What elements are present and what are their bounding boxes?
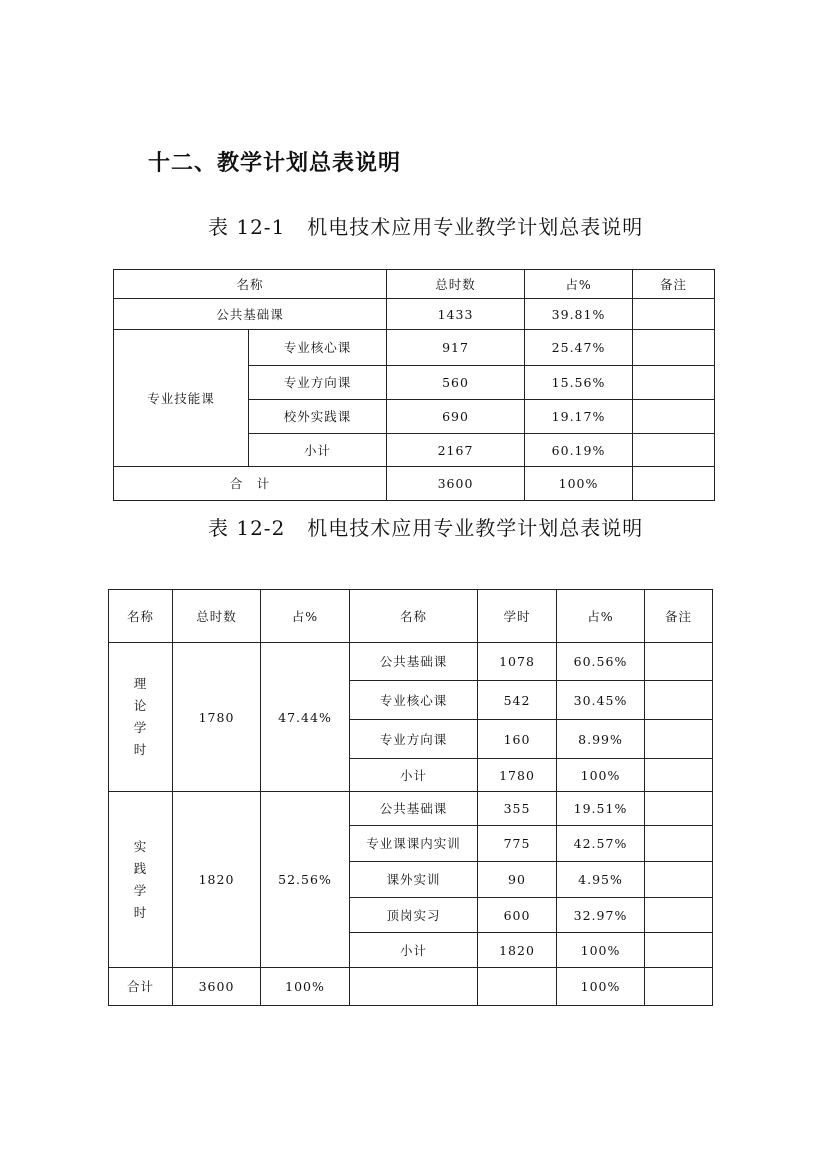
row-hours: 1820 — [478, 933, 557, 968]
total-note — [645, 968, 713, 1006]
table2-header-hours: 学时 — [478, 590, 557, 643]
row-note — [645, 898, 713, 933]
table2-header-row — [109, 590, 713, 643]
practice-total-hours: 1820 — [173, 792, 261, 968]
row-pct: 60.56% — [557, 643, 645, 681]
row-note — [633, 330, 715, 366]
table2-header-pct: 占% — [261, 590, 350, 643]
theory-total-hours: 1780 — [173, 643, 261, 792]
total-course-hours — [478, 968, 557, 1006]
row-note — [645, 826, 713, 862]
row-hours: 560 — [387, 366, 525, 400]
table-row — [114, 299, 715, 330]
row-name: 课外实训 — [350, 862, 478, 898]
row-name: 专业核心课 — [249, 330, 387, 366]
row-pct: 100% — [557, 759, 645, 792]
row-note — [645, 933, 713, 968]
row-pct: 15.56% — [525, 366, 633, 400]
row-hours: 1078 — [478, 643, 557, 681]
group-label: 专业技能课 — [114, 330, 249, 467]
practice-label — [109, 792, 173, 968]
row-name: 公共基础课 — [114, 299, 387, 330]
row-hours: 1433 — [387, 299, 525, 330]
row-hours: 690 — [387, 400, 525, 434]
table1-header-pct: 占% — [525, 270, 633, 299]
row-name: 公共基础课 — [350, 643, 478, 681]
row-name: 校外实践课 — [249, 400, 387, 434]
table2-header-note: 备注 — [645, 590, 713, 643]
total-hours: 3600 — [173, 968, 261, 1006]
row-note — [645, 681, 713, 720]
total-row-pct: 100% — [557, 968, 645, 1006]
row-note — [645, 643, 713, 681]
row-pct: 8.99% — [557, 720, 645, 759]
row-hours: 542 — [478, 681, 557, 720]
section-heading: 十二、教学计划总表说明 — [148, 151, 402, 176]
row-note — [645, 792, 713, 826]
table-row — [109, 643, 713, 681]
table2-caption — [208, 512, 643, 541]
row-hours: 90 — [478, 862, 557, 898]
row-hours: 600 — [478, 898, 557, 933]
row-name: 专业方向课 — [249, 366, 387, 400]
theory-label-text: 理论学时 — [133, 676, 148, 757]
row-name: 顶岗实习 — [350, 898, 478, 933]
practice-label-text: 实践学时 — [133, 838, 148, 920]
row-pct: 32.97% — [557, 898, 645, 933]
row-hours: 775 — [478, 826, 557, 862]
row-note — [645, 862, 713, 898]
row-hours: 2167 — [387, 434, 525, 467]
row-hours: 160 — [478, 720, 557, 759]
row-name: 小计 — [350, 759, 478, 792]
row-hours: 1780 — [478, 759, 557, 792]
table1 — [113, 269, 715, 501]
row-name: 小计 — [350, 933, 478, 968]
total-pct: 100% — [261, 968, 350, 1006]
row-pct: 100% — [525, 467, 633, 501]
table2-caption-number: 表 12-2 — [208, 516, 286, 540]
row-pct: 30.45% — [557, 681, 645, 720]
row-note — [633, 400, 715, 434]
row-name: 专业课课内实训 — [350, 826, 478, 862]
row-hours: 355 — [478, 792, 557, 826]
table-row — [114, 330, 715, 366]
table1-caption-text: 机电技术应用专业教学计划总表说明 — [307, 215, 644, 239]
table1-header-name: 名称 — [114, 270, 387, 299]
row-name: 专业方向课 — [350, 720, 478, 759]
row-pct: 4.95% — [557, 862, 645, 898]
row-name: 小计 — [249, 434, 387, 467]
row-pct: 19.51% — [557, 792, 645, 826]
table2-caption-text: 机电技术应用专业教学计划总表说明 — [307, 516, 644, 540]
row-pct: 39.81% — [525, 299, 633, 330]
row-hours: 3600 — [387, 467, 525, 501]
row-name: 专业核心课 — [350, 681, 478, 720]
table1-header-note: 备注 — [633, 270, 715, 299]
row-pct: 19.17% — [525, 400, 633, 434]
row-pct: 100% — [557, 933, 645, 968]
table2 — [108, 589, 713, 1006]
row-note — [633, 467, 715, 501]
total-course-name — [350, 968, 478, 1006]
table-row — [109, 792, 713, 826]
table2-header-row-pct: 占% — [557, 590, 645, 643]
row-name: 公共基础课 — [350, 792, 478, 826]
total-label: 合计 — [109, 968, 173, 1006]
row-note — [633, 366, 715, 400]
row-note — [633, 434, 715, 467]
row-name: 合 计 — [114, 467, 387, 501]
table1-header-hours: 总时数 — [387, 270, 525, 299]
practice-pct: 52.56% — [261, 792, 350, 968]
table-row-total — [114, 467, 715, 501]
row-pct: 42.57% — [557, 826, 645, 862]
table2-header-name: 名称 — [109, 590, 173, 643]
row-hours: 917 — [387, 330, 525, 366]
row-note — [633, 299, 715, 330]
table1-header-row — [114, 270, 715, 299]
table2-header-course-name: 名称 — [350, 590, 478, 643]
row-pct: 60.19% — [525, 434, 633, 467]
row-note — [645, 720, 713, 759]
row-pct: 25.47% — [525, 330, 633, 366]
theory-pct: 47.44% — [261, 643, 350, 792]
row-note — [645, 759, 713, 792]
table1-caption-number: 表 12-1 — [208, 215, 286, 239]
table2-header-total-hours: 总时数 — [173, 590, 261, 643]
theory-label — [109, 643, 173, 792]
table1-caption — [208, 211, 643, 240]
table-row-total — [109, 968, 713, 1006]
